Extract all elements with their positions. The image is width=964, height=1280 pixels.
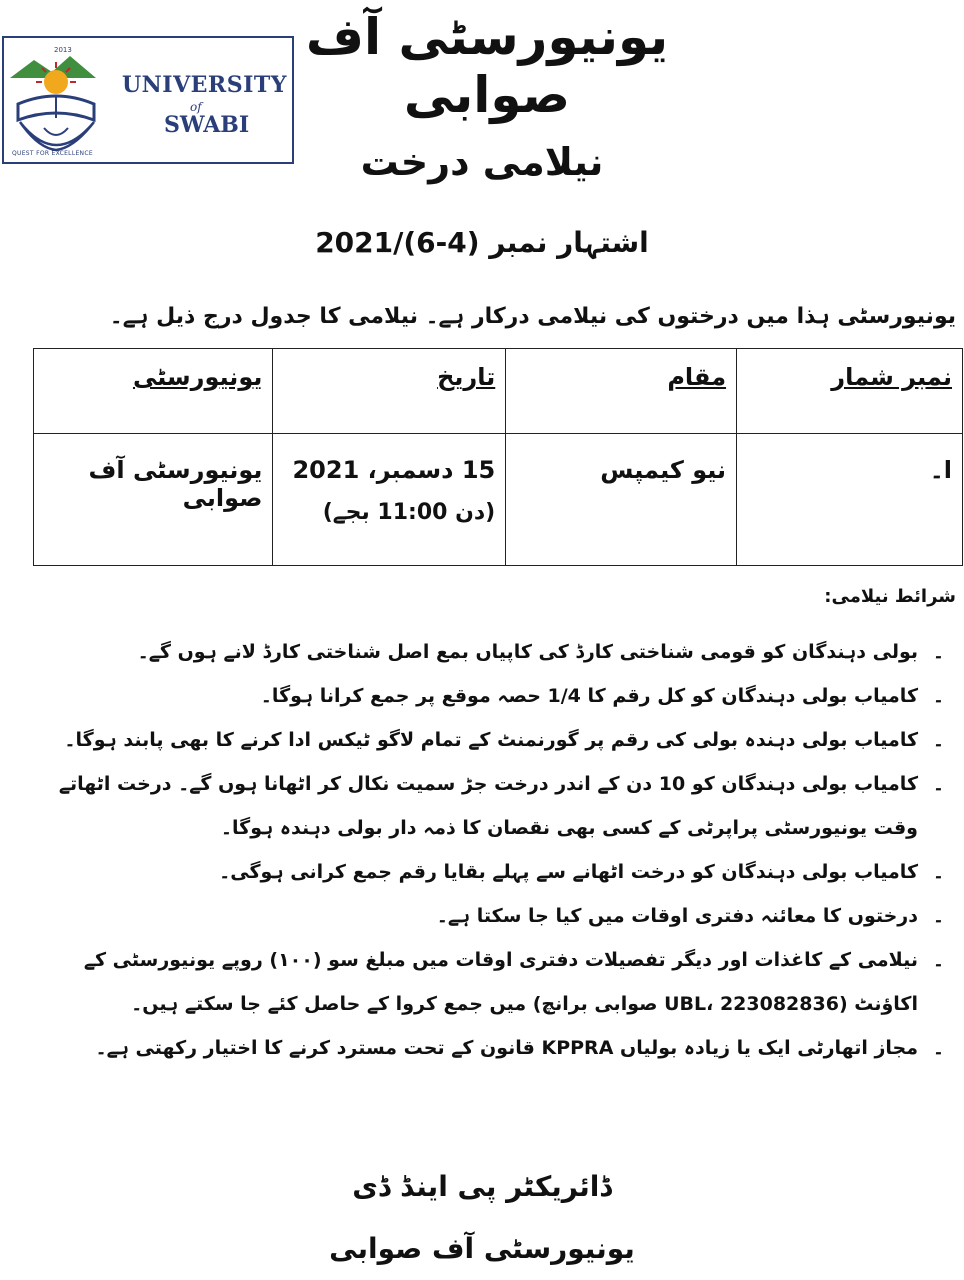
signature-organization: یونیورسٹی آف صوابی xyxy=(329,1232,635,1265)
list-item: ۔ کامیاب بولی دہندگان کو 10 دن کے اندر درخت جڑ سمیت نکال کر اٹھانا ہوں گے۔ درخت اٹھاتے وقت یونیورسٹی پراپرٹی کے کسی بھی نقصان کا ذمہ دار بولی دہندہ ہوگا۔ xyxy=(58,773,944,839)
auction-schedule-table xyxy=(33,348,963,566)
logo-text-university: UNIVERSITY xyxy=(122,72,287,98)
list-item: ۔ بولی دہندگان کو قومی شناختی کارڈ کی کاپیاں بمع اصل شناختی کارڈ لانے ہوں گے۔ xyxy=(137,641,944,663)
table-header-row xyxy=(34,349,963,434)
ad-number: 2021/(6-4) xyxy=(315,226,480,259)
university-logo xyxy=(2,36,294,164)
page-title: یونیورسٹی آف صوابی xyxy=(305,8,669,124)
table-row xyxy=(34,434,963,566)
auction-time: (دن 11:00 بجے) xyxy=(322,500,496,525)
advertisement-number xyxy=(300,226,664,259)
ad-label: اشتہار نمبر xyxy=(489,226,649,259)
intro-text: یونیورسٹی ہذا میں درختوں کی نیلامی درکار ہے۔ نیلامی کا جدول درج ذیل ہے۔ xyxy=(109,304,956,329)
notice-subtitle: نیلامی درخت xyxy=(360,140,604,184)
terms-heading: شرائط نیلامی: xyxy=(824,586,956,607)
list-item: ۔ کامیاب بولی دہندہ بولی کی رقم پر گورنمنٹ کے تمام لاگو ٹیکس ادا کرنے کا بھی پابند ہوگا۔ xyxy=(64,729,944,751)
header-date: تاریخ xyxy=(273,349,506,434)
auction-date: 15 دسمبر، 2021 xyxy=(292,456,496,484)
cell-place: نیو کیمپس xyxy=(506,434,737,566)
logo-text-of: of xyxy=(190,100,202,114)
cell-date xyxy=(273,434,506,566)
logo-motto: QUEST FOR EXCELLENCE xyxy=(12,150,93,157)
list-item: ۔ مجاز اتھارٹی ایک یا زیادہ بولیاں KPPRA قانون کے تحت مسترد کرنے کا اختیار رکھتی ہے۔ xyxy=(95,1037,944,1059)
cell-serial: ا۔ xyxy=(737,434,963,566)
list-item: ۔ کامیاب بولی دہندگان کو کل رقم کا 1/4 حصہ موقع پر جمع کرانا ہوگا۔ xyxy=(260,685,944,707)
list-item: ۔ کامیاب بولی دہندگان کو درخت اٹھانے سے پہلے بقایا رقم جمع کرانی ہوگی۔ xyxy=(219,861,944,883)
logo-emblem-icon xyxy=(4,38,294,164)
logo-text-swabi: SWABI xyxy=(164,112,250,138)
list-item: ۔ درختوں کا معائنہ دفتری اوقات میں کیا جا سکتا ہے۔ xyxy=(436,905,944,927)
header-university: یونیورسٹی xyxy=(34,349,273,434)
header-serial: نمبر شمار xyxy=(737,349,963,434)
logo-year: 2013 xyxy=(54,46,72,54)
cell-university: یونیورسٹی آف صوابی xyxy=(34,434,273,566)
header-place: مقام xyxy=(506,349,737,434)
terms-list xyxy=(36,630,954,1070)
list-item: ۔ نیلامی کے کاغذات اور دیگر تفصیلات دفتری اوقات میں مبلغ سو (۱۰۰) روپے یونیورسٹی کے اکاؤنٹ (UBL، 223082836 صوابی برانچ) میں جمع کروا کے حاصل کئے جا سکتے ہیں۔ xyxy=(83,949,944,1015)
signature-title: ڈائریکٹر پی اینڈ ڈی xyxy=(352,1170,612,1203)
